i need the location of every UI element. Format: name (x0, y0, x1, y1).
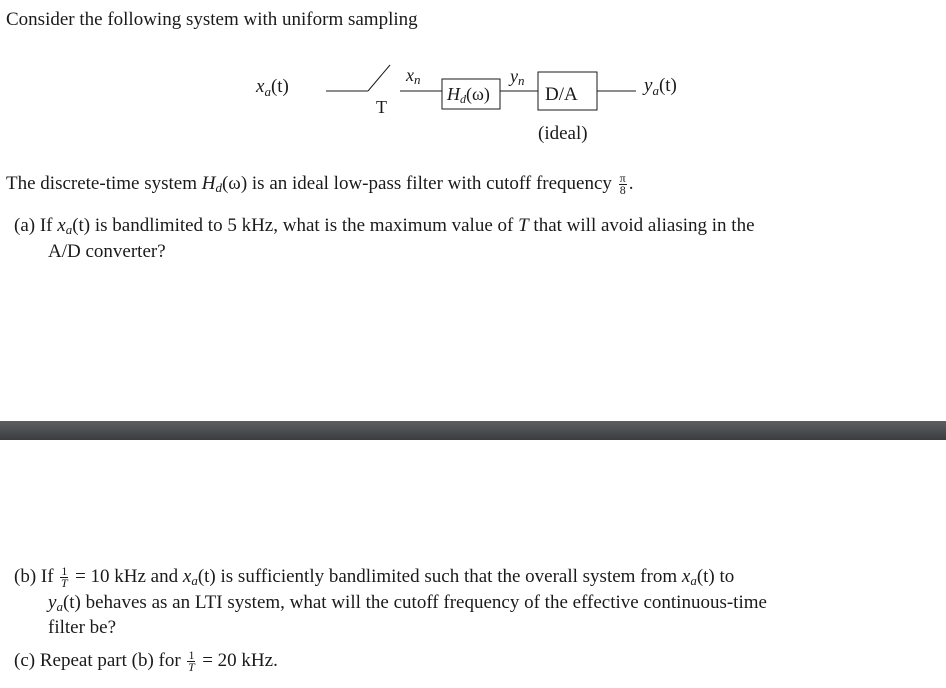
output-signal-label: $y_a(t)$ (644, 75, 677, 98)
yn-label: yn (510, 66, 525, 88)
xn-label: xn (406, 65, 421, 87)
part-b-line-1: (b) If $\frac{1}{T}$ = 10 kHz and $x_a(t)$ is sufficiently bandlimited such that the overall system from $x_a(t)$ to (14, 564, 735, 591)
part-c-tag: (c) (14, 650, 36, 671)
intro-text: Consider the following system with uniform sampling (6, 9, 418, 30)
part-b-fraction: $\frac{1}{T}$ (60, 564, 68, 591)
ideal-label: (ideal) (538, 123, 588, 144)
statement-h-subscript: d (215, 180, 222, 195)
part-b-tag: (b) (14, 566, 37, 587)
sampler-period-label: T (376, 97, 387, 117)
statement-text-1: The discrete-time system (6, 173, 202, 194)
part-a-line-2: A/D converter? (48, 241, 166, 262)
part-a-line-1: (a) If $x_a(t)$ is bandlimited to 5 kHz, what is the maximum value of T that will avoid aliasing in the (14, 215, 755, 237)
part-a-tag: (a) (14, 215, 36, 236)
part-b-line-3: filter be? (48, 617, 117, 638)
part-b-line-2: $y_a(t)$ behaves as an LTI system, what will the cutoff frequency of the effective continuous-time (48, 592, 767, 614)
part-c-line: (c) Repeat part (b) for $\frac{1}{T}$ = 20 kHz. (14, 648, 278, 675)
cutoff-fraction: $\frac{\pi}{8}$ (619, 171, 626, 198)
part-c-fraction: $\frac{1}{T}$ (188, 648, 195, 675)
page-divider (0, 421, 946, 440)
statement-h-symbol: H (201, 173, 216, 194)
filter-label: Hd(ω) (447, 84, 490, 106)
da-label: D/A (545, 84, 578, 105)
problem-statement: The discrete-time system $H_d(\omega)$ is an ideal low-pass filter with cutoff frequency $\frac{\pi}{8}$ . (6, 171, 634, 198)
sampler-switch (368, 65, 390, 91)
statement-text-2: is an ideal low-pass filter with cutoff frequency (247, 173, 617, 194)
statement-h-arg: (ω) (221, 173, 248, 194)
input-signal-label: $x_a(t)$ (256, 76, 289, 99)
